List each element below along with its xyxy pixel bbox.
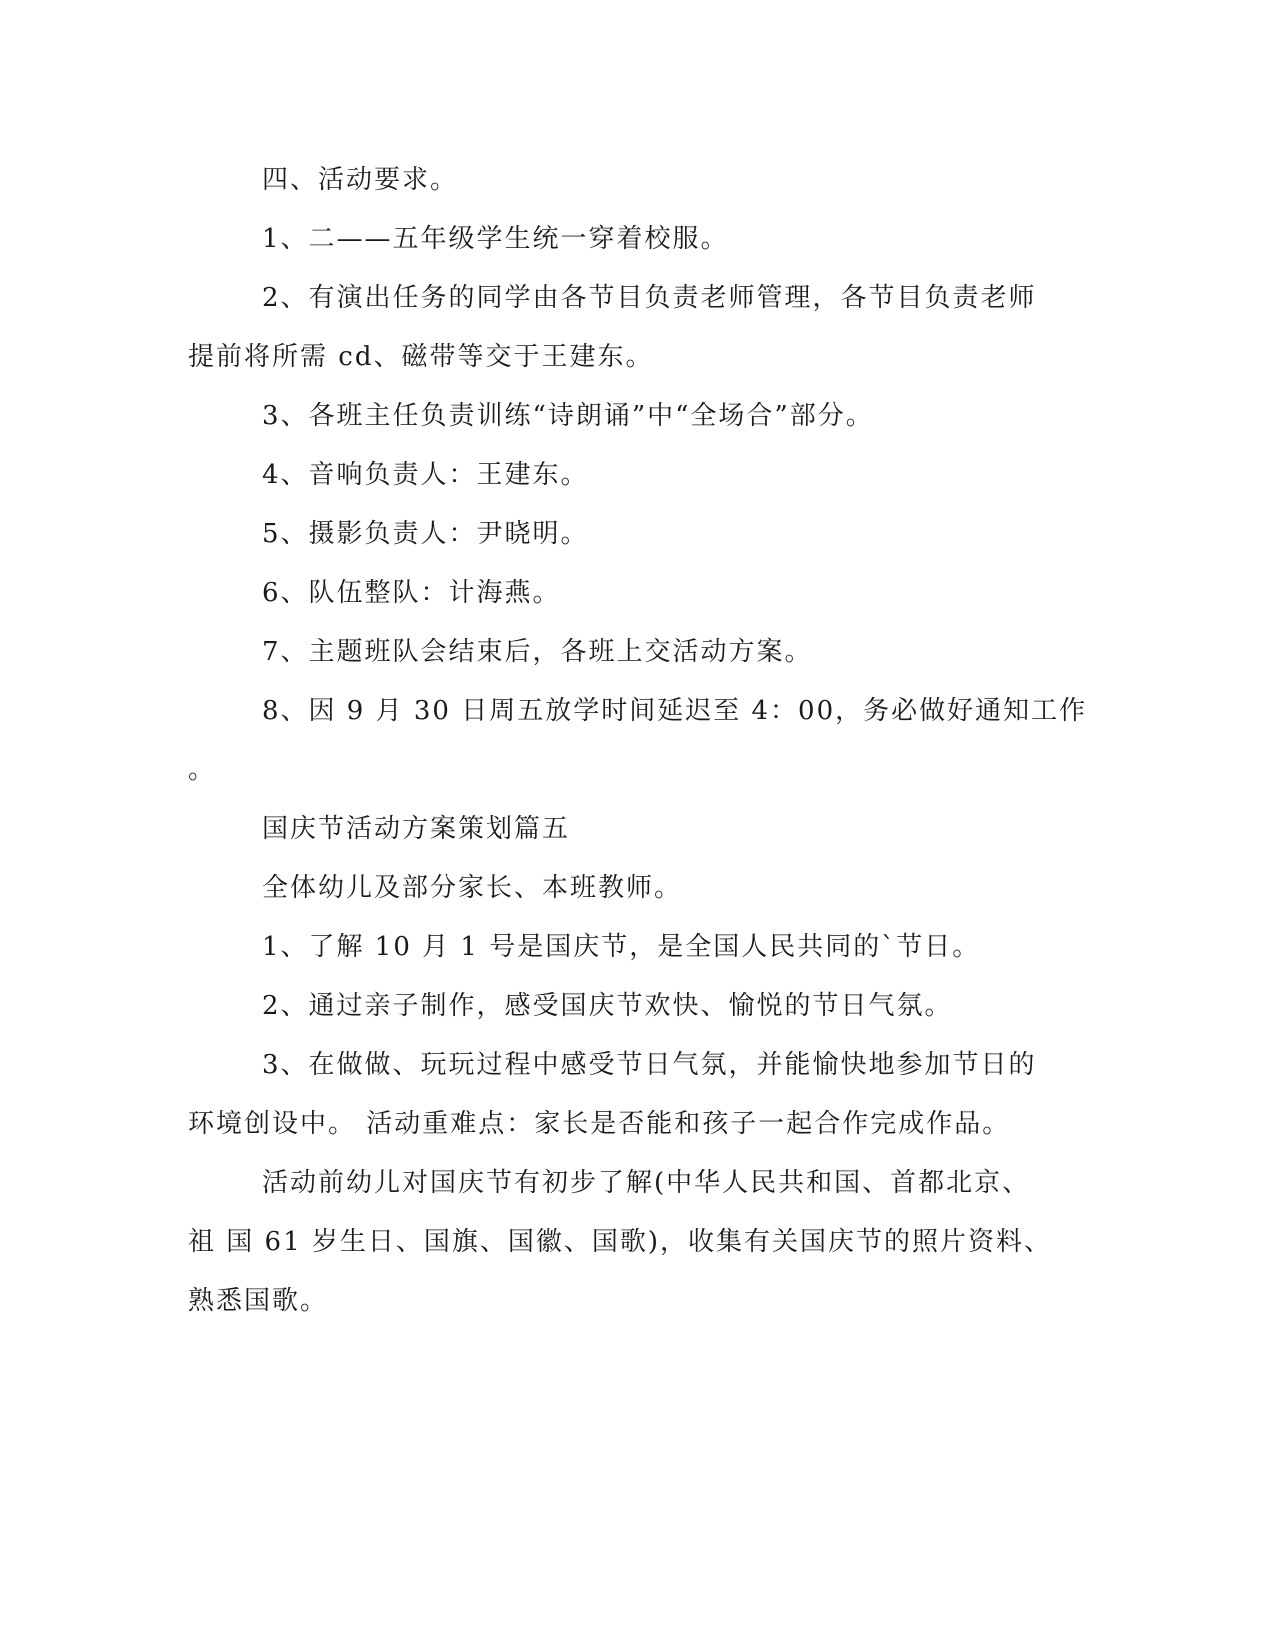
paragraph-line: 。 — [188, 755, 217, 785]
paragraph-line: 全体幼儿及部分家长、本班教师。 — [262, 873, 683, 903]
paragraph-line: 2、通过亲子制作，感受国庆节欢快、愉悦的节日气氛。 — [262, 991, 953, 1021]
paragraph-line: 2、有演出任务的同学由各节目负责老师管理，各节目负责老师 — [262, 283, 1037, 313]
paragraph-line: 3、各班主任负责训练“诗朗诵”中“全场合”部分。 — [262, 401, 874, 431]
paragraph-line: 7、主题班队会结束后，各班上交活动方案。 — [262, 637, 813, 667]
section-heading-title: 国庆节活动方案策划篇五 — [262, 814, 571, 844]
paragraph-line: 3、在做做、玩玩过程中感受节日气氛，并能愉快地参加节日的 — [262, 1050, 1037, 1080]
paragraph-line: 5、摄影负责人：尹晓明。 — [262, 519, 589, 549]
paragraph-line: 祖 国 61 岁生日、国旗、国徽、国歌)，收集有关国庆节的照片资料、 — [188, 1227, 1053, 1257]
paragraph-line: 1、了解 10 月 1 号是国庆节，是全国人民共同的`节日。 — [262, 932, 981, 962]
paragraph-line: 1、二——五年级学生统一穿着校服。 — [262, 224, 729, 254]
paragraph-line: 提前将所需 cd、磁带等交于王建东。 — [188, 342, 654, 372]
paragraph-line: 4、音响负责人：王建东。 — [262, 460, 589, 490]
paragraph-line: 环境创设中。 活动重难点：家长是否能和孩子一起合作完成作品。 — [188, 1109, 1011, 1139]
paragraph-line: 8、因 9 月 30 日周五放学时间延迟至 4：00，务必做好通知工作 — [262, 696, 1088, 726]
section-heading-requirements: 四、活动要求。 — [262, 165, 459, 195]
paragraph-line: 6、队伍整队：计海燕。 — [262, 578, 561, 608]
paragraph-line: 活动前幼儿对国庆节有初步了解(中华人民共和国、首都北京、 — [262, 1168, 1031, 1198]
paragraph-line: 熟悉国歌。 — [188, 1286, 329, 1316]
